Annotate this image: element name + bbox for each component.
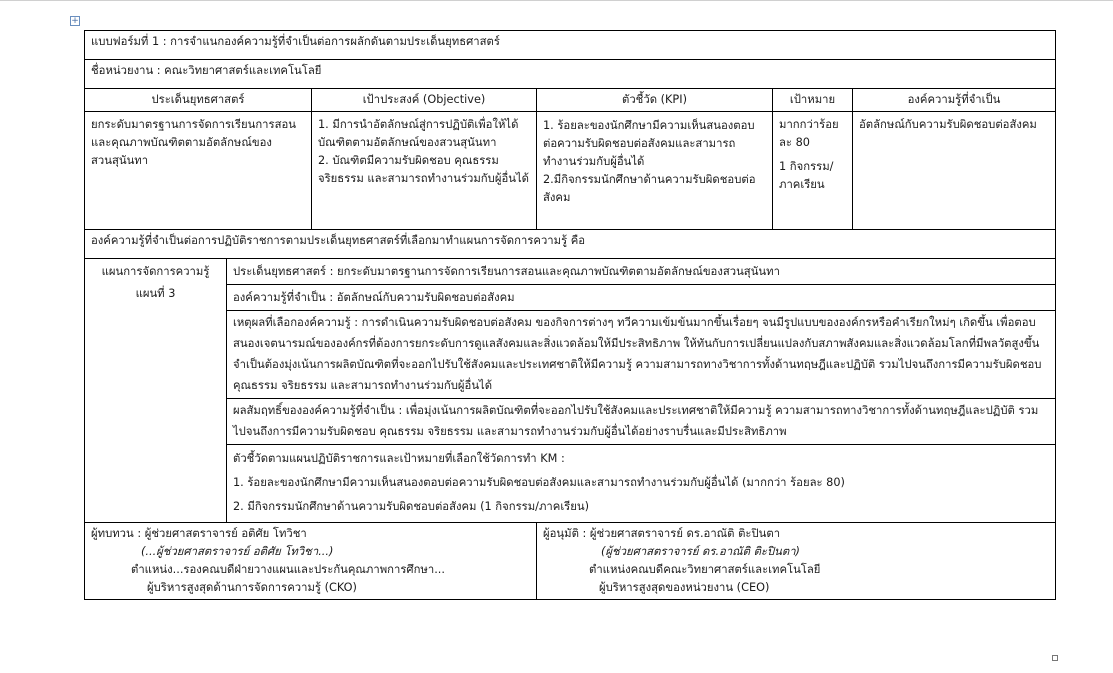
objective-2: 2. บัณฑิตมีความรับผิดชอบ คุณธรรม จริยธรรม และสามารถทำงานร่วมกับผู้อื่นได้ xyxy=(318,154,529,185)
approver-line-3: ตำแหน่งคณบดีคณะวิทยาศาสตร์และเทคโนโลยี xyxy=(589,563,821,576)
plan-details xyxy=(227,259,1056,523)
kpi-1: 1. ร้อยละของนักศึกษามีความเห็นสนองตอบต่อความรับผิดชอบต่อสังคมและสามารถทำงานร่วมกับผู้อื่นได้ xyxy=(543,119,755,168)
form-title: แบบฟอร์มที่ 1 : การจำแนกองค์ความรู้ที่จำเป็นต่อการผลักดันตามประเด็นยุทธศาสตร์ xyxy=(85,31,1056,60)
summary-line: องค์ความรู้ที่จำเป็นต่อการปฏิบัติราชการตามประเด็นยุทธศาสตร์ที่เลือกมาทำแผนการจัดการความรู้ คือ xyxy=(85,230,1056,259)
cell-kpi xyxy=(537,112,773,230)
cell-objective xyxy=(312,112,537,230)
plan-reason: เหตุผลที่เลือกองค์ความรู้ : การดำเนินความรับผิดชอบต่อสังคม ของกิจการต่างๆ ทวีความเข้มข้นมากขึ้นเรื่อยๆ จนมีรูปแบบขององค์กรหรือคำเรียกใหม่ๆ เกิดขึ้น เพื่อตอบสนองเจตนารมณ์ขององค์กรที่ต้องการยกระดับการดูแลสังคมและสิ่งแวดล้อมให้มีประสิทธิภาพ ให้ทันกับการเปลี่ยนแปลงกับสภาพสังคมและสิ่งแวดล้อมโลกที่มีพลวัตสูงขึ้น จำเป็นต้องมุ่งเน้นการผลิตบัณฑิตที่จะออกไปรับใช้สังคมและประเทศชาติให้มีความรู้ ความสามารถทางวิชาการทั้งด้านทฤษฎีและปฏิบัติ รวมไปจนถึงการมีความรับผิดชอบ คุณธรรม จริยธรรม และสามารถทำงานร่วมกับผู้อื่นได้ xyxy=(227,311,1055,399)
plan-kpi-2: 2. มีกิจกรรมนักศึกษาด้านความรับผิดชอบต่อสังคม (1 กิจกรรม/ภาคเรียน) xyxy=(233,500,589,513)
target-2: 1 กิจกรรม/ภาคเรียน xyxy=(779,160,834,191)
header-kpi: ตัวชี้วัด (KPI) xyxy=(537,89,773,112)
knowledge-classification-form xyxy=(84,30,1056,600)
plan-kpi-block xyxy=(227,445,1055,523)
approver-line-2: (ผู้ช่วยศาสตราจารย์ ดร.อาณัติ ติะปินตา) xyxy=(601,545,800,558)
plan-label-1: แผนการจัดการความรู้ xyxy=(101,265,210,278)
plan-outcome: ผลสัมฤทธิ์ขององค์ความรู้ที่จำเป็น : เพื่อมุ่งเน้นการผลิตบัณฑิตที่จะออกไปรับใช้สังคมและประเทศชาติให้มีความรู้ ความสามารถทางวิชาการทั้งด้านทฤษฎีและปฏิบัติ รวมไปจนถึงการมีความรับผิดชอบ คุณธรรม จริยธรรม และสามารถทำงานร่วมกับผู้อื่นได้อย่างราบรื่นและมีประสิทธิภาพ xyxy=(227,399,1055,445)
reviewer-block xyxy=(85,523,537,600)
header-issue: ประเด็นยุทธศาสตร์ xyxy=(85,89,312,112)
unit-name: ชื่อหน่วยงาน : คณะวิทยาศาสตร์และเทคโนโลยี xyxy=(85,60,1056,89)
approver-line-1: ผู้อนุมัติ : ผู้ช่วยศาสตราจารย์ ดร.อาณัติ ติะปินตา xyxy=(543,527,781,540)
table-move-handle-icon[interactable]: + xyxy=(71,16,79,26)
plan-label xyxy=(85,259,227,523)
reviewer-line-1: ผู้ทบทวน : ผู้ช่วยศาสตราจารย์ อติศัย โทวิชา xyxy=(91,527,307,540)
table-resize-handle[interactable] xyxy=(1052,655,1058,661)
approver-block xyxy=(537,523,1056,600)
reviewer-line-4: ผู้บริหารสูงสุดด้านการจัดการความรู้ (CKO) xyxy=(147,581,357,594)
plan-issue: ประเด็นยุทธศาสตร์ : ยกระดับมาตรฐานการจัดการเรียนการสอนและคุณภาพบัณฑิตตามอัตลักษณ์ของสวนสุนันทา xyxy=(227,259,1055,285)
plan-kpi-header: ตัวชี้วัดตามแผนปฏิบัติราชการและเป้าหมายที่เลือกใช้วัดการทำ KM : xyxy=(233,452,565,465)
cell-issue: ยกระดับมาตรฐานการจัดการเรียนการสอนและคุณภาพบัณฑิตตามอัตลักษณ์ของสวนสุนันทา xyxy=(85,112,312,230)
header-knowledge: องค์ความรู้ที่จำเป็น xyxy=(853,89,1056,112)
kpi-2: 2.มีกิจกรรมนักศึกษาด้านความรับผิดชอบต่อสังคม xyxy=(543,173,756,204)
target-1: มากกว่าร้อยละ 80 xyxy=(779,118,839,149)
plan-label-2: แผนที่ 3 xyxy=(135,287,176,300)
reviewer-line-2: (...ผู้ช่วยศาสตราจารย์ อติศัย โทวิชา...) xyxy=(141,545,334,558)
header-target: เป้าหมาย xyxy=(773,89,853,112)
approver-line-4: ผู้บริหารสูงสุดของหน่วยงาน (CEO) xyxy=(599,581,770,594)
objective-1: 1. มีการนำอัตลักษณ์สู่การปฏิบัติเพื่อให้ได้บัณฑิตตามอัตลักษณ์ของสวนสุนันทา xyxy=(318,118,519,149)
cell-target xyxy=(773,112,853,230)
plan-knowledge: องค์ความรู้ที่จำเป็น : อัตลักษณ์กับความรับผิดชอบต่อสังคม xyxy=(227,285,1055,311)
header-objective: เป้าประสงค์ (Objective) xyxy=(312,89,537,112)
cell-knowledge: อัตลักษณ์กับความรับผิดชอบต่อสังคม xyxy=(853,112,1056,230)
plan-kpi-1: 1. ร้อยละของนักศึกษามีความเห็นสนองตอบต่อความรับผิดชอบต่อสังคมและสามารถทำงานร่วมกับผู้อื่นได้ (มากกว่า ร้อยละ 80) xyxy=(233,476,845,489)
reviewer-line-3: ตำแหน่ง...รองคณบดีฝ่ายวางแผนและประกันคุณภาพการศึกษา... xyxy=(131,563,445,576)
page-top-edge xyxy=(0,0,1113,1)
